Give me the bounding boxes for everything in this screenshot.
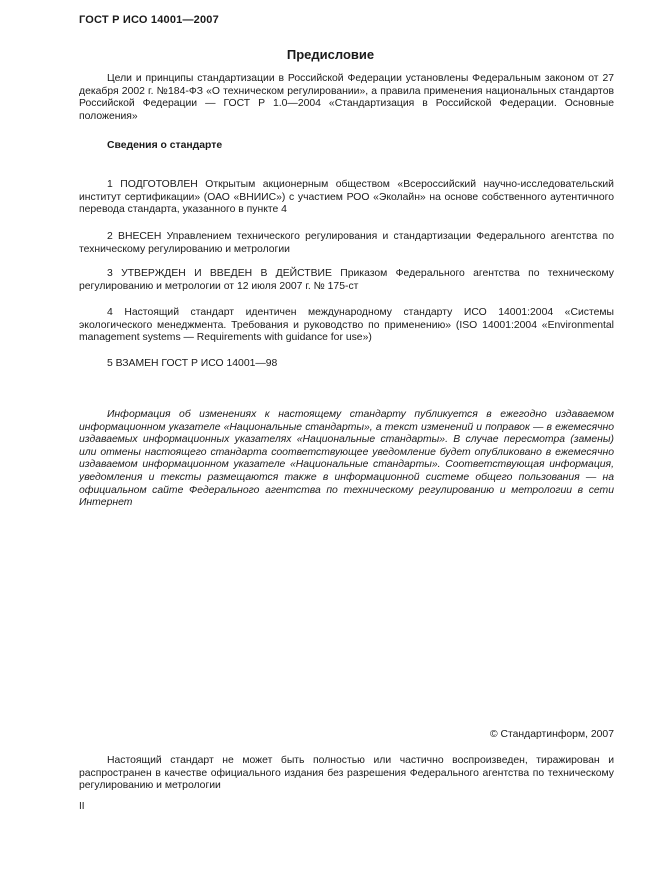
standard-item-1: 1 ПОДГОТОВЛЕН Открытым акционерным обществом «Всероссийский научно-исследовательский институт сертификации» (ОАО «ВНИИС») с участием РОО «Эколайн» на основе собственного аутентичного перевода стандарта, указанного в пункте 4 <box>79 179 614 216</box>
standard-item-4: 4 Настоящий стандарт идентичен международному стандарту ИСО 14001:2004 «Системы экологического менеджмента. Требования и руководство по применению» (ISO 14001:2004 «Environmental management systems — Requirements with guidance for use») <box>79 307 614 344</box>
page-number: II <box>79 801 85 812</box>
document-code-header: ГОСТ Р ИСО 14001—2007 <box>79 14 219 26</box>
intro-paragraph: Цели и принципы стандартизации в Российской Федерации установлены Федеральным законом от 27 декабря 2002 г. №184-ФЗ «О техническом регулировании», а правила применения национальных стандартов Российской Федерации — ГОСТ Р 1.0—2004 «Стандартизация в Российской Федерации. Основные положения» <box>79 73 614 122</box>
copyright-line: © Стандартинформ, 2007 <box>489 729 614 740</box>
standard-item-3: 3 УТВЕРЖДЕН И ВВЕДЕН В ДЕЙСТВИЕ Приказом Федерального агентства по техническому регулированию и метрологии от 12 июля 2007 г. № 175-ст <box>79 268 614 292</box>
page-title: Предисловие <box>286 47 375 62</box>
info-notice-paragraph: Информация об изменениях к настоящему стандарту публикуется в ежегодно издаваемом информационном указателе «Национальные стандарты», а текст изменений и поправок — в ежемесячно издаваемых информационных указателях «Национальные стандарты». В случае пересмотра (замены) или отмены настоящего стандарта соответствующее уведомление будет опубликовано в ежемесячно издаваемом информационном указателе «Национальные стандарты». Соответствующая информация, уведомления и тексты размещаются также в информационной системе общего пользования — на официальном сайте Федерального агентства по техническому регулированию и метрологии в сети Интернет <box>79 409 614 509</box>
section-heading: Сведения о стандарте <box>107 140 223 151</box>
standard-item-5: 5 ВЗАМЕН ГОСТ Р ИСО 14001—98 <box>107 358 278 369</box>
reproduction-notice-paragraph: Настоящий стандарт не может быть полностью или частично воспроизведен, тиражирован и распространен в качестве официального издания без разрешения Федерального агентства по техническому регулированию и метрологии <box>79 755 614 792</box>
standard-item-2: 2 ВНЕСЕН Управлением технического регулирования и стандартизации Федерального агентства по техническому регулированию и метрологии <box>79 231 614 255</box>
